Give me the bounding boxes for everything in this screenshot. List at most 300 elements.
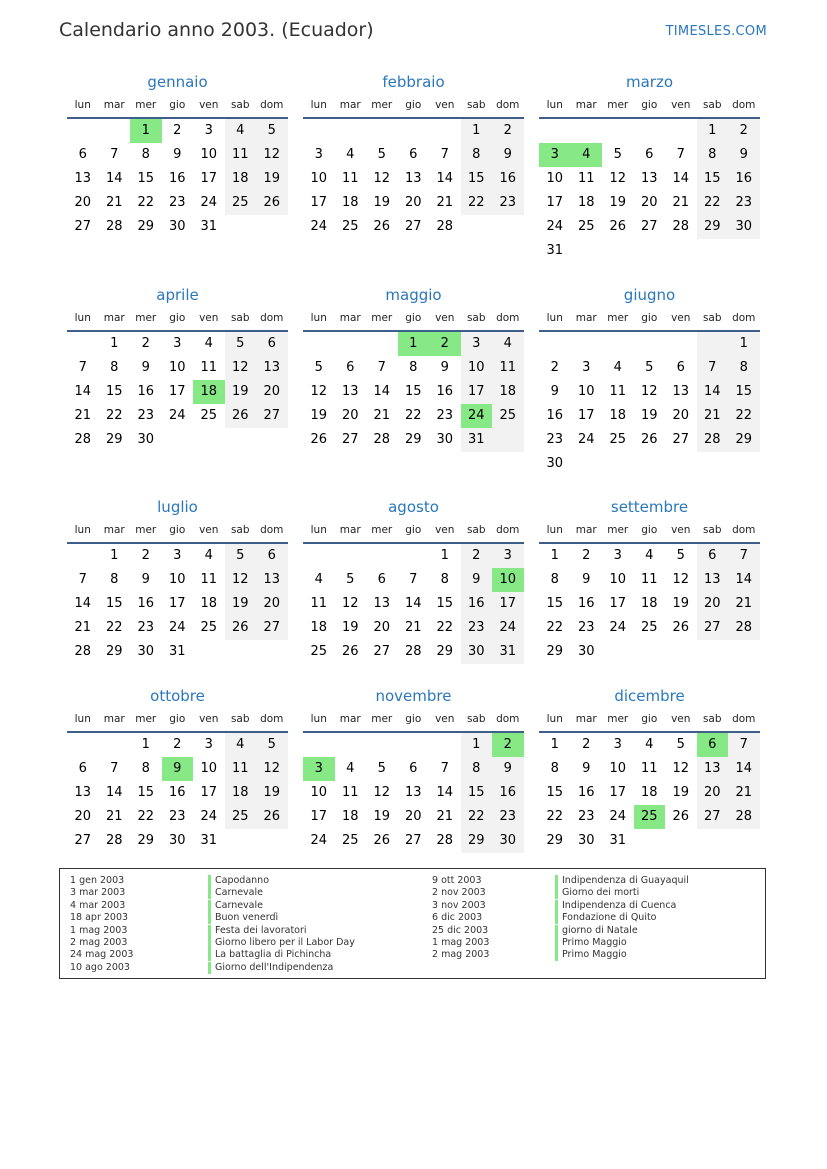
day-cell: 6 (267, 548, 276, 563)
day-cell: 9 (582, 572, 591, 587)
day-cell: 29 (137, 833, 155, 848)
day-cell: 19 (672, 596, 690, 611)
day-cell: 11 (640, 572, 658, 587)
day-cell: 11 (640, 761, 658, 776)
day-cell: 15 (404, 384, 422, 399)
day-cell: 5 (676, 548, 685, 563)
day-cell: 7 (739, 548, 748, 563)
site-link[interactable]: TIMESLES.COM (665, 24, 767, 39)
day-cell: 6 (78, 761, 87, 776)
day-cell: 10 (310, 785, 328, 800)
day-cell: 24 (546, 219, 564, 234)
legend-holiday-name: Primo Maggio (555, 949, 627, 961)
day-cell: 18 (231, 785, 249, 800)
day-cell: 31 (467, 432, 485, 447)
day-cell: 28 (735, 620, 753, 635)
day-cell: 8 (708, 147, 717, 162)
day-cell: 17 (467, 384, 485, 399)
day-cell: 7 (409, 572, 418, 587)
day-cell: 25 (310, 644, 328, 659)
day-cell: 8 (472, 147, 481, 162)
day-cell: 18 (341, 195, 359, 210)
weekday-label: mar (103, 713, 125, 725)
day-cell: 20 (263, 596, 281, 611)
holiday-day-cell: 1 (130, 119, 162, 143)
day-cell: 9 (550, 384, 559, 399)
holiday-day-cell: 18 (193, 380, 225, 404)
day-cell: 3 (472, 336, 481, 351)
month-name: novembre (375, 687, 452, 705)
day-cell: 15 (703, 171, 721, 186)
legend-holiday-name: Capodanno (208, 875, 269, 887)
day-cell: 19 (263, 171, 281, 186)
day-cell: 20 (640, 195, 658, 210)
day-cell: 24 (499, 620, 517, 635)
day-cell: 23 (577, 809, 595, 824)
day-cell: 18 (341, 809, 359, 824)
legend-date: 2 nov 2003 (432, 887, 486, 899)
weekday-label: mar (339, 312, 361, 324)
day-cell: 2 (141, 336, 150, 351)
day-cell: 29 (546, 833, 564, 848)
day-cell: 16 (137, 596, 155, 611)
day-cell: 24 (310, 219, 328, 234)
day-cell: 22 (105, 408, 123, 423)
day-cell: 19 (310, 408, 328, 423)
weekday-label: dom (260, 312, 284, 324)
day-cell: 1 (141, 737, 150, 752)
weekday-label: lun (310, 713, 327, 725)
legend-date: 4 mar 2003 (70, 899, 126, 911)
day-cell: 18 (609, 408, 627, 423)
day-cell: 15 (546, 596, 564, 611)
weekday-label: ven (199, 99, 219, 111)
day-cell: 2 (173, 123, 182, 138)
day-cell: 21 (703, 408, 721, 423)
day-cell: 28 (436, 833, 454, 848)
day-cell: 9 (582, 761, 591, 776)
day-cell: 25 (577, 219, 595, 234)
day-cell: 5 (267, 737, 276, 752)
day-cell: 16 (137, 384, 155, 399)
day-cell: 1 (739, 336, 748, 351)
weekday-label: ven (199, 312, 219, 324)
holiday-day-cell: 2 (429, 332, 461, 356)
day-cell: 25 (231, 809, 249, 824)
day-cell: 22 (404, 408, 422, 423)
day-cell: 14 (105, 785, 123, 800)
day-cell: 23 (168, 809, 186, 824)
day-cell: 6 (409, 147, 418, 162)
day-cell: 29 (404, 432, 422, 447)
day-cell: 16 (436, 384, 454, 399)
day-cell: 30 (467, 644, 485, 659)
day-cell: 15 (735, 384, 753, 399)
day-cell: 12 (640, 384, 658, 399)
day-cell: 7 (110, 147, 119, 162)
day-cell: 7 (676, 147, 685, 162)
day-cell: 25 (341, 833, 359, 848)
day-cell: 18 (310, 620, 328, 635)
day-cell: 21 (404, 620, 422, 635)
day-cell: 5 (645, 360, 654, 375)
day-cell: 24 (577, 432, 595, 447)
day-cell: 4 (204, 548, 213, 563)
day-cell: 17 (310, 195, 328, 210)
weekday-label: ven (435, 524, 455, 536)
day-cell: 22 (436, 620, 454, 635)
weekday-label: mar (575, 312, 597, 324)
day-cell: 31 (546, 243, 564, 258)
day-cell: 26 (672, 620, 690, 635)
day-cell: 12 (310, 384, 328, 399)
day-cell: 6 (377, 572, 386, 587)
weekday-label: gio (169, 99, 186, 111)
day-cell: 11 (341, 171, 359, 186)
legend-date: 1 mag 2003 (432, 937, 490, 948)
day-cell: 16 (577, 596, 595, 611)
weekday-label: mer (135, 312, 157, 324)
day-cell: 16 (168, 171, 186, 186)
day-cell: 11 (609, 384, 627, 399)
day-cell: 30 (168, 219, 186, 234)
day-cell: 13 (404, 171, 422, 186)
day-cell: 16 (546, 408, 564, 423)
day-cell: 28 (105, 833, 123, 848)
day-cell: 11 (231, 147, 249, 162)
day-cell: 28 (436, 219, 454, 234)
day-cell: 6 (708, 548, 717, 563)
day-cell: 28 (735, 809, 753, 824)
day-cell: 21 (74, 620, 92, 635)
day-cell: 4 (204, 336, 213, 351)
day-cell: 28 (672, 219, 690, 234)
day-cell: 5 (236, 548, 245, 563)
day-cell: 22 (467, 809, 485, 824)
day-cell: 23 (137, 408, 155, 423)
weekday-label: dom (260, 713, 284, 725)
day-cell: 22 (105, 620, 123, 635)
weekday-header (539, 312, 760, 328)
day-cell: 29 (703, 219, 721, 234)
holiday-day-cell: 24 (461, 404, 493, 428)
day-cell: 8 (141, 147, 150, 162)
day-cell: 17 (310, 809, 328, 824)
day-cell: 24 (200, 809, 218, 824)
weekday-label: gio (169, 524, 186, 536)
legend-date: 2 mag 2003 (432, 949, 490, 961)
day-cell: 21 (74, 408, 92, 423)
holiday-legend (59, 868, 766, 979)
day-cell: 25 (200, 620, 218, 635)
day-cell: 14 (74, 596, 92, 611)
legend-holiday-name: Fondazione di Quito (555, 912, 657, 924)
day-cell: 12 (231, 360, 249, 375)
weekday-label: mar (103, 524, 125, 536)
day-cell: 10 (200, 147, 218, 162)
weekday-label: dom (732, 713, 756, 725)
day-cell: 23 (436, 408, 454, 423)
day-cell: 15 (467, 785, 485, 800)
day-cell: 10 (200, 761, 218, 776)
day-cell: 7 (440, 147, 449, 162)
day-cell: 17 (168, 596, 186, 611)
weekday-label: mer (371, 99, 393, 111)
day-cell: 25 (499, 408, 517, 423)
day-cell: 17 (609, 785, 627, 800)
weekday-label: gio (169, 713, 186, 725)
weekday-label: gio (405, 524, 422, 536)
day-cell: 3 (204, 737, 213, 752)
weekday-label: sab (230, 713, 250, 725)
holiday-day-cell: 25 (634, 805, 666, 829)
day-cell: 6 (78, 147, 87, 162)
weekday-header (67, 99, 288, 115)
day-cell: 16 (499, 785, 517, 800)
day-cell: 30 (577, 644, 595, 659)
weekday-label: dom (496, 524, 520, 536)
weekday-label: mar (103, 99, 125, 111)
weekday-label: sab (466, 524, 486, 536)
weekday-label: mar (339, 99, 361, 111)
day-cell: 9 (503, 761, 512, 776)
day-cell: 2 (141, 548, 150, 563)
day-cell: 24 (168, 620, 186, 635)
day-cell: 3 (613, 737, 622, 752)
weekday-label: mar (575, 524, 597, 536)
month-name: dicembre (614, 687, 685, 705)
day-cell: 23 (499, 195, 517, 210)
weekday-label: gio (405, 312, 422, 324)
day-cell: 6 (645, 147, 654, 162)
weekday-label: sab (466, 713, 486, 725)
day-cell: 30 (735, 219, 753, 234)
day-cell: 3 (314, 147, 323, 162)
day-cell: 30 (168, 833, 186, 848)
day-cell: 14 (105, 171, 123, 186)
weekday-label: lun (74, 312, 91, 324)
month-name: gennaio (147, 73, 208, 91)
day-cell: 12 (373, 785, 391, 800)
holiday-day-cell: 6 (697, 733, 729, 757)
day-cell: 15 (467, 171, 485, 186)
legend-date: 9 ott 2003 (432, 875, 482, 886)
day-cell: 19 (341, 620, 359, 635)
day-cell: 28 (404, 644, 422, 659)
day-cell: 13 (263, 572, 281, 587)
day-cell: 19 (231, 384, 249, 399)
day-cell: 27 (703, 809, 721, 824)
day-cell: 17 (200, 171, 218, 186)
legend-date: 2 mag 2003 (70, 937, 128, 948)
day-cell: 13 (672, 384, 690, 399)
day-cell: 30 (577, 833, 595, 848)
day-cell: 30 (436, 432, 454, 447)
day-cell: 29 (105, 644, 123, 659)
day-cell: 1 (110, 336, 119, 351)
legend-date: 24 mag 2003 (70, 949, 134, 961)
day-cell: 26 (341, 644, 359, 659)
day-cell: 12 (373, 171, 391, 186)
month-name: maggio (385, 286, 442, 304)
weekday-label: sab (230, 99, 250, 111)
day-cell: 12 (341, 596, 359, 611)
day-cell: 22 (467, 195, 485, 210)
day-cell: 12 (672, 572, 690, 587)
day-cell: 1 (472, 737, 481, 752)
day-cell: 1 (550, 548, 559, 563)
weekday-label: ven (671, 713, 691, 725)
weekday-label: dom (496, 713, 520, 725)
weekday-label: ven (199, 524, 219, 536)
day-cell: 20 (404, 195, 422, 210)
day-cell: 6 (676, 360, 685, 375)
month-name: giugno (623, 286, 676, 304)
weekday-label: lun (74, 524, 91, 536)
day-cell: 8 (550, 761, 559, 776)
day-cell: 10 (546, 171, 564, 186)
day-cell: 28 (373, 432, 391, 447)
day-cell: 31 (200, 833, 218, 848)
weekday-label: gio (641, 99, 658, 111)
day-cell: 30 (499, 833, 517, 848)
weekday-label: sab (230, 312, 250, 324)
day-cell: 21 (436, 195, 454, 210)
day-cell: 4 (645, 548, 654, 563)
day-cell: 27 (672, 432, 690, 447)
day-cell: 14 (373, 384, 391, 399)
day-cell: 25 (200, 408, 218, 423)
day-cell: 14 (672, 171, 690, 186)
legend-holiday-name: Carnevale (208, 887, 263, 899)
day-cell: 1 (472, 123, 481, 138)
day-cell: 14 (735, 761, 753, 776)
day-cell: 25 (640, 620, 658, 635)
day-cell: 18 (640, 596, 658, 611)
day-cell: 7 (739, 737, 748, 752)
day-cell: 20 (74, 809, 92, 824)
day-cell: 16 (499, 171, 517, 186)
weekday-label: sab (466, 312, 486, 324)
day-cell: 14 (74, 384, 92, 399)
weekday-label: mer (135, 99, 157, 111)
day-cell: 15 (137, 785, 155, 800)
day-cell: 19 (640, 408, 658, 423)
day-cell: 9 (440, 360, 449, 375)
month-name: marzo (625, 73, 674, 91)
weekday-label: mar (575, 99, 597, 111)
day-cell: 3 (173, 336, 182, 351)
day-cell: 29 (105, 432, 123, 447)
day-cell: 10 (168, 572, 186, 587)
weekday-label: gio (405, 713, 422, 725)
day-cell: 11 (200, 360, 218, 375)
day-cell: 5 (267, 123, 276, 138)
day-cell: 10 (609, 761, 627, 776)
day-cell: 13 (341, 384, 359, 399)
day-cell: 9 (739, 147, 748, 162)
day-cell: 15 (436, 596, 454, 611)
day-cell: 26 (609, 219, 627, 234)
day-cell: 11 (341, 785, 359, 800)
day-cell: 11 (310, 596, 328, 611)
day-cell: 2 (582, 548, 591, 563)
day-cell: 5 (613, 147, 622, 162)
day-cell: 9 (141, 572, 150, 587)
weekday-label: lun (546, 99, 563, 111)
day-cell: 23 (137, 620, 155, 635)
weekday-header (303, 99, 524, 115)
day-cell: 1 (110, 548, 119, 563)
day-cell: 2 (472, 548, 481, 563)
day-cell: 27 (263, 620, 281, 635)
weekday-label: mer (607, 713, 629, 725)
day-cell: 20 (672, 408, 690, 423)
weekday-label: mer (607, 312, 629, 324)
day-cell: 2 (550, 360, 559, 375)
day-cell: 15 (546, 785, 564, 800)
weekday-label: sab (230, 524, 250, 536)
weekday-label: gio (405, 99, 422, 111)
day-cell: 8 (739, 360, 748, 375)
day-cell: 29 (436, 644, 454, 659)
day-cell: 22 (546, 809, 564, 824)
day-cell: 28 (703, 432, 721, 447)
weekday-label: dom (260, 99, 284, 111)
weekday-header (303, 524, 524, 540)
day-cell: 13 (373, 596, 391, 611)
day-cell: 22 (137, 195, 155, 210)
weekday-header (539, 524, 760, 540)
weekday-label: mer (371, 713, 393, 725)
day-cell: 21 (373, 408, 391, 423)
day-cell: 13 (703, 572, 721, 587)
weekday-header (303, 713, 524, 729)
day-cell: 26 (672, 809, 690, 824)
legend-date: 1 mag 2003 (70, 924, 128, 936)
day-cell: 14 (703, 384, 721, 399)
day-cell: 4 (314, 572, 323, 587)
day-cell: 27 (263, 408, 281, 423)
day-cell: 8 (409, 360, 418, 375)
day-cell: 27 (74, 219, 92, 234)
legend-date: 6 dic 2003 (432, 912, 483, 924)
day-cell: 17 (546, 195, 564, 210)
day-cell: 14 (404, 596, 422, 611)
weekday-label: ven (671, 99, 691, 111)
weekday-header (67, 312, 288, 328)
day-cell: 19 (263, 785, 281, 800)
day-cell: 26 (263, 195, 281, 210)
day-cell: 4 (645, 737, 654, 752)
day-cell: 2 (739, 123, 748, 138)
weekday-label: gio (641, 524, 658, 536)
day-cell: 24 (609, 809, 627, 824)
day-cell: 9 (173, 147, 182, 162)
day-cell: 31 (200, 219, 218, 234)
day-cell: 23 (735, 195, 753, 210)
holiday-day-cell: 3 (303, 757, 335, 781)
day-cell: 19 (672, 785, 690, 800)
day-cell: 2 (173, 737, 182, 752)
day-cell: 6 (267, 336, 276, 351)
day-cell: 11 (577, 171, 595, 186)
day-cell: 17 (609, 596, 627, 611)
legend-date: 3 nov 2003 (432, 899, 486, 911)
weekday-label: gio (641, 713, 658, 725)
day-cell: 16 (168, 785, 186, 800)
day-cell: 9 (472, 572, 481, 587)
